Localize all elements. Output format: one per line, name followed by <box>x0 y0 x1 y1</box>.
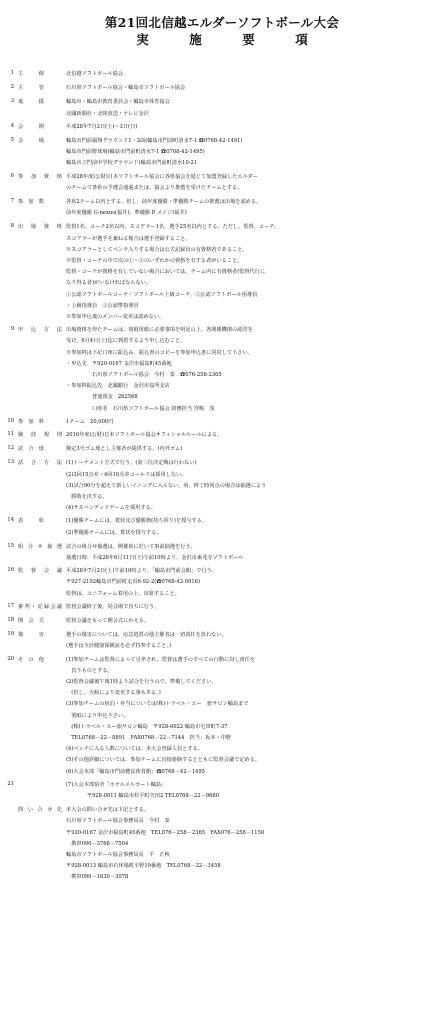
section-number: 3 <box>10 98 14 105</box>
section-label: 申込方法 <box>18 327 62 334</box>
content-line: 平成28年度(公財)日本ソフトボール協会に各県協会を通じて加盟登録したエルダー <box>66 173 258 180</box>
content-line: (2)監督会議後午後1時より試合を行うので、準備してください。 <box>66 678 217 685</box>
content-line: ①公認ソフトボールコーチ・ソフトボール上級コーチ、②公認ソフトボール指導員 <box>66 291 258 298</box>
content-line: 〒920-0167 金沢市福島町45番地 TEL076－258－2365 FAX076－258－1150 <box>66 829 265 836</box>
content-line: 石川県ソフトボール協会・輪島市ソフトボール協会 <box>66 85 186 92</box>
content-line: (但し、天候により変更する事もある。) <box>66 690 161 697</box>
content-line: (1)参加チームは監督によって引率され、監督は選手のすべての行動に対し責任を <box>66 656 256 663</box>
content-line: 輪島市門前風翔グラウンド1・2面(輪島市門前町清水7-1 ☎0768-42-1491) <box>66 138 243 144</box>
content-line: (7)大会本部宿舎「ホテルメルカート輪島」 <box>66 781 167 788</box>
content-line: (6)大会本部「輪島市門前健民体育館」☎0768－42－1495 <box>66 768 205 775</box>
document-subtitle: 実 施 要 項 <box>136 32 322 47</box>
content-line: 輪島市ソフトボール協会事務局長 平 正秋 <box>66 851 170 858</box>
content-line: 〒928-0011 輪島市杉平町矢田2 TEL0768－22－9680 <box>66 792 219 799</box>
content-line: 平成28年7月2日(土)～3日(日) <box>66 123 138 130</box>
content-line: 1チーム 20,000円 <box>66 418 114 425</box>
content-line: 負うものとする。 <box>66 667 113 674</box>
content-line: 各県2チーム以内とする。但し、前年度優勝・準優勝チームの推薦は出場を認める。 <box>66 199 262 205</box>
content-line: 携帯090－3768－7504 <box>66 840 129 847</box>
content-line: 監督会議をもって開会式にかえる。 <box>66 618 150 624</box>
document-title: 第21回北信越エルダーソフトボール大会 <box>104 15 340 30</box>
section-label: 試合方法 <box>18 460 62 467</box>
section-label: 問い合せ先 <box>18 807 62 814</box>
section-number: 7 <box>10 198 14 204</box>
content-line: なり得る者)がいなければならない。 <box>66 280 152 287</box>
content-line: 石川県ソフトボール協会 今村 泰 ☎076-258-2365 <box>66 371 222 378</box>
section-label: 監督会議 <box>18 568 62 575</box>
section-label: 会 場 <box>18 138 44 144</box>
section-label: 会 期 <box>18 123 44 130</box>
content-line: 普通預金 262568 <box>66 394 138 401</box>
content-line: 選手の傷害については、応急処置の他主催者は一切責任を負わない。 <box>66 632 227 639</box>
content-line: 平成28年7月2日(土)午前10時より、「輪島市門前会館」で行う。 <box>66 568 217 575</box>
content-line: 検定3号ゴム球とし主催者が提供する。(内外ゴム) <box>66 446 183 453</box>
content-line: 〒927-2192輪島市門前町走出6-92-2(☎0768-42-0916) <box>66 579 200 586</box>
content-line: スコアラーが選手を兼ねる場合は選手登録すること。 <box>66 235 191 242</box>
content-line: 出場資格を得たチームは、別紙用紙に必要事項を明記の上、各関係機関の認印を <box>66 327 253 334</box>
content-line: 勝敗を決する。 <box>66 493 108 500</box>
content-line: 抽選日時：平成28年6月11日(土)午前10時より、金沢市東兆寺ソフトボール <box>66 554 244 561</box>
content-line: ※参加料は下記口座に振込み、振込書のコピーを参加申込書に同封して下さい。 <box>66 349 253 356</box>
section-number: 19 <box>7 631 14 638</box>
section-number: 20 <box>7 655 14 662</box>
section-label: 参 加 数 <box>18 199 44 205</box>
section-label: 傷 害 <box>18 632 44 639</box>
content-line: 試合の組合せ抽選は、開催県に於いて事前抽選を行う。 <box>66 543 196 550</box>
content-line: 輪島市・輪島市教育委員会・輪島市体育協会 <box>66 99 170 106</box>
section-number: 21 <box>7 780 14 787</box>
content-line: ※参加申込後のメンバー変更は認めない。 <box>66 313 165 320</box>
content-line: ※スコアラーとしてベンチ入りする場合は公式記録員の有資格者であること。 <box>66 246 248 253</box>
content-line: 監督・コーチが資格を有していない場合においては、チーム内に有資格者(監督代行に <box>66 269 266 276</box>
section-label: 参 加 料 <box>18 418 44 425</box>
content-line: (1)優勝チームには、賞状及び優勝旗(持ち回り)を授与する。 <box>66 518 208 525</box>
content-line: 受け、6月4日(土)迄に到着するよう申し込むこと。 <box>66 338 186 345</box>
section-label: 出場資格 <box>18 224 62 231</box>
section-label: 開 会 式 <box>18 618 44 624</box>
section-label: 表 彰 <box>18 518 44 525</box>
content-line: 北信越ソフトボール協会 <box>66 71 123 77</box>
section-label: 競技規則 <box>18 432 62 438</box>
content-line: のチームで各県の予選会通過または、協会より推薦を受けたチームとする。 <box>66 184 243 191</box>
content-line: (1)トーナメント方式で行う。(第三位決定戦は行わない) <box>66 460 197 467</box>
content-line: 輪島市門前野球場(輪島市門前町清水7-1 ☎0768-42-1495) <box>66 149 205 156</box>
content-line: TEL0768－22－8891 FAX0768－22－7144 担当：坂本・中野 <box>66 734 232 741</box>
section-label: 審判・記録会議 <box>18 603 62 610</box>
section-number: 9 <box>10 326 14 333</box>
section-number: 2 <box>10 84 14 91</box>
content-line: 監督会議終了後、同会場で直ちに行う。 <box>66 603 160 610</box>
content-line: 〒928-0013 輪島市石休場町平野19番地 TEL0768－22－3458 <box>66 863 221 870</box>
section-number: 10 <box>7 417 14 424</box>
section-number: 18 <box>7 617 14 623</box>
content-line: 監督は、ユニフォーム着用の上、出席すること。 <box>66 590 180 597</box>
section-number: 13 <box>7 459 14 466</box>
section-number: 6 <box>10 172 14 179</box>
section-number: 14 <box>7 517 14 524</box>
section-number: 15 <box>7 542 14 549</box>
content-line: 別紙により申込下さい。 <box>66 712 129 719</box>
section-label: 後 援 <box>18 99 44 106</box>
section-number: 12 <box>7 445 14 452</box>
content-line: (5)その他詳細については、参加チームに直接連絡するとともに監督会議で定める。 <box>66 757 260 764</box>
section-number: 17 <box>7 602 14 609</box>
section-number: 16 <box>7 567 14 574</box>
content-line: (2)準優勝チームには、賞状を授与する。 <box>66 529 162 536</box>
content-line: 口座名 石川県ソフトボール協会 財務担当 宮嶋 茂 <box>66 405 215 412</box>
section-label: 主 催 <box>18 71 44 77</box>
content-line: 前年度優勝 G-nexus(福井)、準優勝 P メイジ(福井) <box>66 210 187 217</box>
section-label: そ の 他 <box>18 656 44 663</box>
content-line: ・申込先 〒920-0167 金沢市福島町45番地 <box>66 360 172 367</box>
content-line: (株)トラベル・エー旅サロン輪島 〒928-0022 輪島市宅田町7-37 <box>66 723 228 730</box>
content-line: ・上級指導員 ③公認準指導員 <box>66 302 139 309</box>
content-line: ・参加料振込先 北國銀行 金沢市役所支店 <box>66 383 170 390</box>
section-number: 4 <box>10 122 14 129</box>
content-line: 石川県ソフトボール協会事務局長 今村 泰 <box>66 818 170 825</box>
content-line: 本大会の問い合せ先は下記とする。 <box>66 807 150 814</box>
content-line: (選手は全員健康保険証を必ず持参すること。) <box>66 643 172 650</box>
content-line: 監督1名、コーチ2名以内、スコアラー1名、選手25名以内とする。ただし、監督、コーチ、 <box>66 224 280 231</box>
section-number: 5 <box>10 137 14 143</box>
content-line: ※監督・コーチの中で次の①～③のいずれかの資格を有する者がいること。 <box>66 257 243 264</box>
content-line: (3)参加チームの宿泊・弁当については(株)トラベル・エー 旅サロン輪島まで <box>66 701 249 708</box>
content-line: (4)サスペンデッドゲームを採用する。 <box>66 505 156 512</box>
content-line: 北國新聞社・北陸放送・テレビ金沢 <box>66 110 149 117</box>
section-label: 試 合 球 <box>18 446 44 453</box>
content-line: (2)3回15点差・4回10点差コールドは採用しない。 <box>66 471 187 478</box>
section-label: 参加資格 <box>18 173 62 180</box>
content-line: 輪島市立門前中学校グラウンド(輪島市門前町清水10-21 <box>66 160 198 167</box>
section-number: 1 <box>10 70 14 76</box>
content-line: (4)ベンチに入る人数については、本大会登録人員とする。 <box>66 746 203 753</box>
content-line: 2016年度(公財)日本ソフトボール協会オフィシャルルールによる。 <box>66 432 223 438</box>
section-number: 11 <box>7 431 14 437</box>
section-number: 8 <box>10 223 14 230</box>
section-label: 主 管 <box>18 85 44 92</box>
content-line: 携帯090－1630－3078 <box>66 874 129 881</box>
content-line: (3)試合90分を超えて新しいイニングに入らない。尚、終了時同点の場合は抽選により <box>66 482 267 489</box>
section-label: 組合せ抽選 <box>18 543 62 550</box>
